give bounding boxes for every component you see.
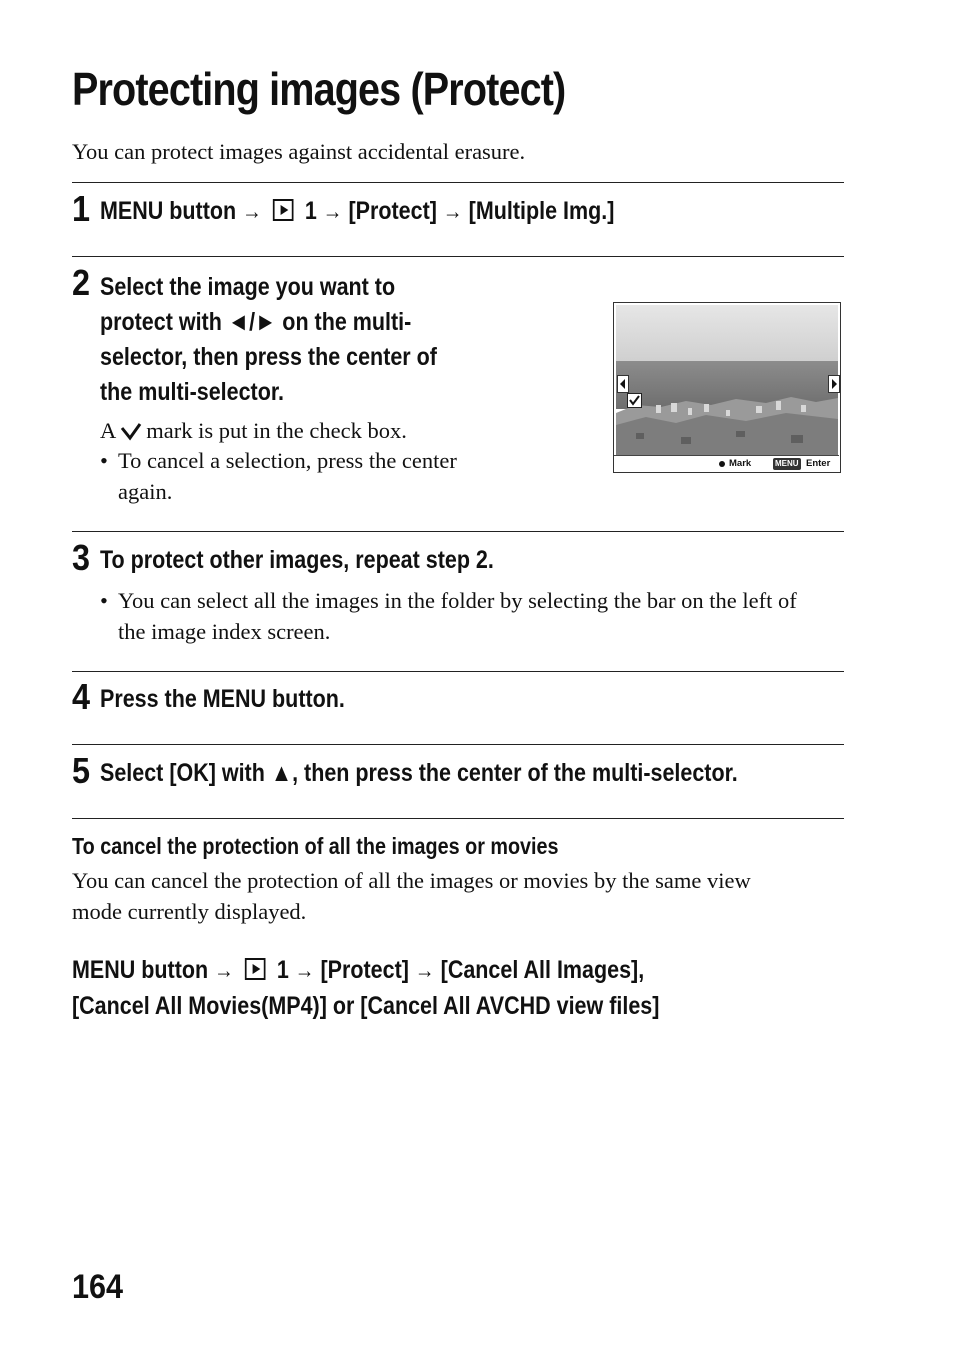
cancel-section-body — [72, 865, 751, 927]
cancel-menu-path — [72, 952, 659, 1024]
divider — [72, 671, 844, 672]
menu-button-label: MENU button — [100, 197, 237, 225]
cancel-section-heading: To cancel the protection of all the images or movies — [72, 833, 559, 859]
step-5-text: Select [OK] with ▲, then press the center of the multi-selector. — [100, 759, 738, 787]
camera-screen-illustration — [613, 302, 841, 473]
step-4-text: Press the MENU button. — [100, 685, 345, 713]
arrow-icon: → — [442, 198, 463, 224]
cancel-options-line: [Cancel All Movies(MP4)] or [Cancel All AVCHD view files] — [72, 992, 660, 1020]
step-3-text: To protect other images, repeat step 2. — [100, 546, 494, 574]
center-button-icon — [719, 461, 725, 467]
arrow-icon: → — [322, 198, 343, 224]
protect-menu-label: [Protect] — [348, 197, 437, 225]
protect-menu-label: [Protect] — [320, 956, 409, 984]
step-2-text — [100, 270, 437, 410]
arrow-icon: → — [294, 957, 315, 983]
divider — [72, 256, 844, 257]
bullet-line: again. — [118, 479, 173, 504]
step-2-line: Select the image you want to — [100, 273, 396, 301]
sample-photo — [616, 305, 838, 455]
previous-arrow-icon — [617, 375, 629, 393]
divider — [72, 531, 844, 532]
step-2-bullet — [100, 445, 457, 507]
bullet-line: • You can select all the images in the folder by selecting the bar on the left of — [118, 588, 797, 613]
step-2-note — [100, 415, 407, 449]
step-2-line: selector, then press the center of — [100, 343, 437, 371]
mark-label: Mark — [729, 458, 752, 469]
step-3-number: 3 — [72, 537, 91, 578]
bullet-line: • To cancel a selection, press the center — [118, 448, 457, 473]
step-2-line: the multi-selector. — [100, 378, 284, 406]
step-1-number: 1 — [72, 188, 91, 229]
step-4-number: 4 — [72, 676, 91, 717]
multiple-img-label: [Multiple Img.] — [468, 197, 615, 225]
page-number: 164 — [72, 1268, 124, 1306]
checkbox-checked-icon — [627, 393, 642, 408]
menu-button-label: MENU button — [72, 956, 209, 984]
body-line: mode currently displayed. — [72, 899, 307, 924]
note-text: A — [100, 418, 117, 443]
step-3-bullet — [100, 585, 797, 647]
arrow-icon: → — [242, 198, 262, 224]
next-arrow-icon — [828, 375, 840, 393]
step-1-text — [100, 197, 614, 226]
body-line: You can cancel the protection of all the images or movies by the same view — [72, 868, 751, 893]
arrow-icon: → — [414, 957, 435, 983]
intro-text: You can protect images against accidental erasure. — [72, 139, 526, 164]
page-title: Protecting images (Protect) — [72, 63, 566, 115]
divider — [72, 818, 844, 819]
cancel-all-images-label: [Cancel All Images], — [440, 956, 645, 984]
playback-icon — [245, 958, 266, 980]
divider — [72, 182, 844, 183]
menu-key-icon: MENU — [775, 459, 799, 468]
bullet-line: the image index screen. — [118, 619, 331, 644]
note-text: mark is put in the check box. — [146, 418, 407, 443]
step-5-number: 5 — [72, 750, 91, 791]
playback-icon — [273, 199, 294, 221]
playback-tab-number: 1 — [304, 197, 317, 225]
step-2-line: protect with ◄/► on the multi- — [100, 308, 412, 336]
step-2-number: 2 — [72, 262, 91, 303]
divider — [72, 744, 844, 745]
screen-status-bar — [614, 455, 839, 473]
arrow-icon: → — [214, 957, 234, 983]
playback-tab-number: 1 — [276, 956, 289, 984]
enter-label: Enter — [806, 458, 831, 469]
